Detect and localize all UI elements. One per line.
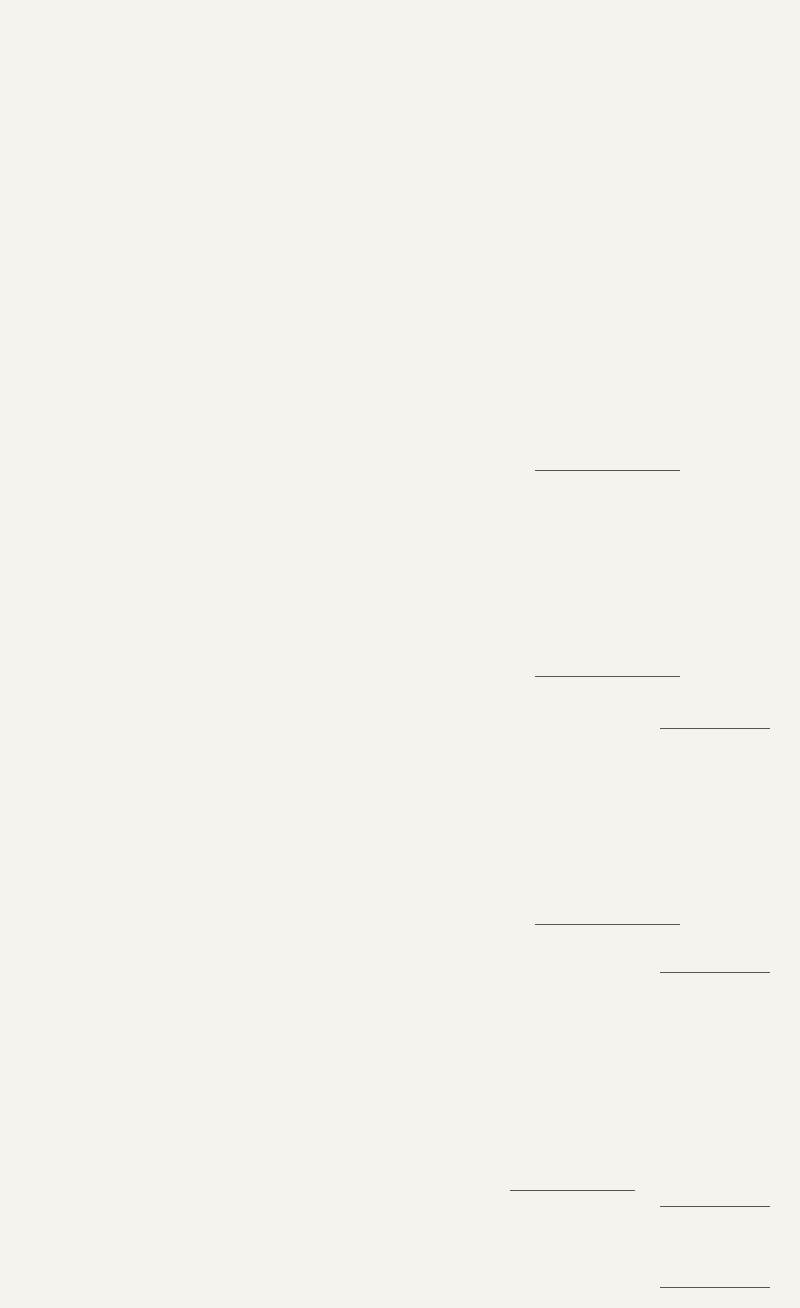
subtotal-rule — [660, 1287, 770, 1288]
subtotal-rule — [535, 676, 680, 677]
subtotal-rule — [510, 1190, 635, 1191]
subtotal-rule — [535, 470, 680, 471]
subtotal-rule — [535, 924, 680, 925]
subtotal-rule — [660, 728, 770, 729]
subtotal-rule — [660, 1206, 770, 1207]
subtotal-rule — [660, 972, 770, 973]
